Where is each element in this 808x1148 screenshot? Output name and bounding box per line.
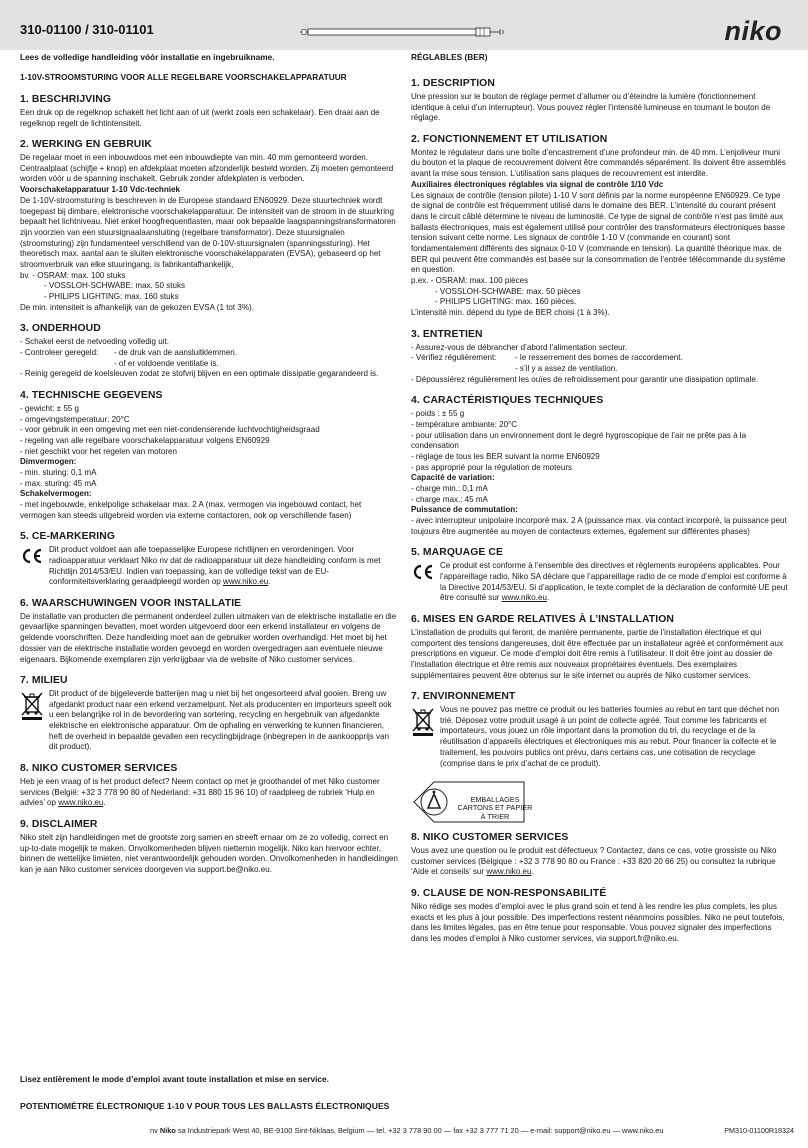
section-heading: 8. NIKO CUSTOMER SERVICES: [411, 832, 569, 844]
list-item: - of er voldoende ventilatie is.: [114, 358, 219, 368]
section-heading: 1. DESCRIPTION: [411, 78, 495, 90]
fr-section-2: [411, 133, 789, 319]
website-link[interactable]: www.niko.eu: [58, 798, 104, 808]
section-heading: 1. BESCHRIJVING: [20, 94, 111, 106]
list-item: - pour utilisation dans un environnement dont le degré hygroscopique de l’air ne prête pas à la condensation: [411, 430, 747, 451]
list-value: - de druk van de aansluitklemmen.: [114, 347, 238, 357]
section-text: L’installation de produits qui feront, de manière permanente, partie de l’installation électrique et qui comportent des tensions dangereuses, doit être effectuée par un installateur agréé et conformément aux prescriptions en vigueur. Ce mode d’emploi doit être remis à l’utilisateur. Il doit être joint au dossier de l’installation électrique et être remis aux nouveaux propriétaires éventuels. Des exemplaires supplémentaires peuvent être obtenus sur le site internet ou auprès de Niko customer services.: [411, 627, 784, 680]
fr-section-5: [411, 546, 789, 604]
nl-section-3: [20, 322, 398, 380]
dutch-column: [20, 52, 398, 885]
section-text: Dit product of de bijgeleverde batterijen mag u niet bij het ongesorteerd afval gooien. Breng uw afgedankt product naar een erkend verzamelpunt. Net als producenten en importeurs speelt ook u een belangrijke rol in de bevordering van sortering, recycling en hergebruik van afgedankte elektrische en elektronische apparatuur. Om de ophaling en verwerking te kunnen financieren, heft de overheid in bepaalde gevallen een recyclingbijdrage (inbegrepen in de aankoopprijs van dit product).: [49, 689, 392, 752]
website-link[interactable]: www.niko.eu: [501, 593, 547, 603]
list-item: - regeling van alle regelbare voorschakelapparatuur volgens EN60929: [20, 435, 270, 445]
section-text: Niko stelt zijn handleidingen met de grootste zorg samen en streeft ernaar om ze zo volledig, correct en up-to-date mogelijk te maken. Onvolkomenheden blijven niettemin mogelijk. Niko kan hiervoor echter, binnen de wettelijke limieten, niet verantwoordelijk gehouden worden. Onvolkomenheden in handleidingen kan je aan Niko customer services doorgeven via support.be@niko.eu.: [20, 832, 399, 874]
list-item: - met ingebouwde, enkelpolige schakelaar max. 2 A (max. vermogen via ingebouwd contact, het vermogen kan steeds uitgebreid worden via externe contactoren, ook op verschillende fasen): [20, 500, 362, 520]
list-item: - max. sturing: 45 mA: [20, 478, 97, 488]
fr-section-8: [411, 831, 789, 878]
list-item: - charge max.: 45 mA: [411, 494, 488, 504]
list-label: - Controleer geregeld:: [20, 347, 99, 357]
section-text: De regelaar moet in een inbouwdoos met een inbouwdiepte van min. 40 mm gemonteerd worden. Centraalplaat (schijfje + knop) en afdekplaat moeten afzonderlijk besteld worden. Zij moeten gemonteerd worden vóór u de spanning inschakelt. Gebruik zonder afdekplaten is verboden.: [20, 153, 394, 184]
list-item: p.ex. - OSRAM: max. 100 pièces: [411, 276, 529, 285]
section-heading: 2. WERKING EN GEBRUIK: [20, 139, 152, 151]
section-subheading: Schakelvermogen:: [20, 489, 92, 499]
section-text: Ce produit est conforme à l’ensemble des directives et règlements européens applicables. Pour l’appareillage radio, Niko SA déclare que l’appareillage radio de ce mode d’emploi est conforme à la Directive 2014/53/EU. Si d’application, le texte complet de la déclaration de conformité UE peut être consulté sur www.niko.eu.: [440, 561, 788, 603]
recycle-label-line: CARTONS ET PAPIER: [457, 803, 533, 813]
section-text: De 1-10V-stroomsturing is beschreven in de Europese standaard EN60929. Deze stuurtechniek wordt toegepast bij dimbare, elektronische voorschakelapparatuur. De intensiteit van de stroom in de stuurkring bepaalt het lichtniveau. Niet enkel hoogfrequentlasten, maar ook bepaalde laagspanningstransformatoren zijn voorzien van een stuursignaalaansluiting (regelbare transformator). Deze stuursignalen (stroomsturing) zijn fundamenteel verschillend van de 0-10V-stuursignalen (spanningssturing). Het theoretisch max. aantal aan te sluiten elektronische voorschakelapparaten (EVSA), gebaseerd op het stroomverbruik van elke stuuringang, is fabrikantafhankelijk,: [20, 195, 396, 269]
list-item: bv. - OSRAM: max. 100 stuks: [20, 270, 126, 280]
fr-intro: Lisez entièrement le mode d’emploi avant toute installation et mise en service.: [20, 1074, 329, 1084]
list-item: - s’il y a assez de ventilation.: [515, 363, 618, 373]
nl-section-9: [20, 818, 398, 876]
fr-title-continued: RÉGLABLES (BER): [411, 52, 488, 62]
list-item: - charge min.: 0,1 mA: [411, 483, 488, 493]
section-subheading: Puissance de commutation:: [411, 505, 518, 515]
fr-section-6: [411, 613, 789, 681]
section-text: Montez le régulateur dans une boîte d’encastrement d’une profondeur min. de 40 mm. L’enjoliveur muni du bouton et la plaque de recouvrement doivent être commandés séparément. Ils doivent être assemblés avant la mise sous tension. L’utilisation sans plaques de recouvrement est interdite.: [411, 147, 786, 179]
section-subheading: Voorschakelapparatuur 1-10 Vdc-techniek: [20, 185, 180, 195]
list-label: - Vérifiez régulièrement:: [411, 353, 497, 363]
nl-title: 1-10V-STROOMSTURING VOOR ALLE REGELBARE VOORSCHAKELAPPARATUUR: [20, 72, 347, 83]
list-item: - min. sturing: 0,1 mA: [20, 467, 97, 477]
list-item: - PHILIPS LIGHTING: max. 160 pièces.: [435, 297, 577, 307]
company-address: nv Niko sa Industriepark West 40, BE-9100 Sint-Niklaas, Belgium — tel. +32 3 778 90 00 — fax +32 3 777 71 20 — e-mail: support@niko.eu — www.niko.eu: [150, 1126, 664, 1135]
list-item: - niet geschikt voor het regelen van motoren: [20, 446, 178, 456]
list-item: - poids : ± 55 g: [411, 409, 465, 419]
website-link[interactable]: www.niko.eu: [223, 577, 269, 587]
section-heading: 7. MILIEU: [20, 675, 68, 687]
section-heading: 5. MARQUAGE CE: [411, 547, 504, 559]
header-bar: [0, 0, 808, 50]
list-item: - réglage de tous les BER suivant la norme EN60929: [411, 451, 600, 461]
section-heading: 6. MISES EN GARDE RELATIVES À L’INSTALLATION: [411, 613, 675, 625]
list-item: - voor gebruik in een omgeving met een niet-condenserende luchtvochtigheidsgraad: [20, 425, 320, 435]
nl-section-5: [20, 530, 398, 588]
list-item: - Dépoussiérez régulièrement les ouïes de refroidissement pour garantir une dissipation optimale.: [411, 374, 759, 384]
weee-bin-icon: [411, 707, 435, 737]
list-item: - VOSSLOH-SCHWABE: max. 50 pièces: [435, 286, 581, 296]
list-item: - PHILIPS LIGHTING: max. 160 stuks: [44, 292, 179, 302]
recycle-label: [450, 796, 540, 821]
recycle-label-line: À TRIER: [480, 811, 510, 821]
section-heading: 5. CE-MARKERING: [20, 531, 116, 543]
list-item: - gewicht: ± 55 g: [20, 403, 79, 413]
fluorescent-tube-icon: [300, 26, 515, 38]
nl-intro: Lees de volledige handleiding vóór installatie en ingebruikname.: [20, 52, 275, 62]
nl-section-1: [20, 93, 398, 129]
fr-title: POTENTIOMÈTRE ÉLECTRONIQUE 1-10 V POUR TOUS LES BALLASTS ÉLECTRONIQUES: [20, 1101, 390, 1111]
list-item: - pas approprié pour la régulation de moteurs: [411, 462, 573, 472]
ce-mark-icon: [20, 547, 44, 565]
section-heading: 9. DISCLAIMER: [20, 819, 98, 831]
fr-section-7: [411, 690, 789, 769]
section-heading: 3. ONDERHOUD: [20, 323, 101, 335]
product-code: 310-01100 / 310-01101: [20, 22, 154, 37]
fr-section-3: [411, 328, 789, 386]
section-text: L’intensité min. dépend du type de BER choisi (1 à 3%).: [411, 308, 610, 318]
nl-section-7: [20, 674, 398, 753]
list-item: - Assurez-vous de débrancher d’abord l’alimentation secteur.: [411, 342, 628, 352]
nl-section-6: [20, 597, 398, 665]
section-text: Een druk op de regelknop schakelt het licht aan of uit (werkt zoals een schakelaar). Een draai aan de regelknop regelt de lichtintensiteit.: [20, 107, 380, 128]
nl-section-8: [20, 762, 398, 809]
fr-section-9: [411, 887, 789, 945]
fr-section-4: [411, 394, 789, 537]
section-heading: 4. CARACTÉRISTIQUES TECHNIQUES: [411, 395, 604, 407]
section-heading: 6. WAARSCHUWINGEN VOOR INSTALLATIE: [20, 597, 242, 609]
section-subheading: Auxiliaires électroniques réglables via signal de contrôle 1/10 Vdc: [411, 179, 664, 189]
section-subheading: Capacité de variation:: [411, 473, 495, 483]
section-text: Niko rédige ses modes d’emploi avec le plus grand soin et tend à les rendre les plus complets, les plus exacts et les plus à jour possible. Des imperfections restent néanmoins possibles. Niko ne peut toutefois, dans les limites légales, pas en être tenue pour responsable. Vous pouvez signaler des imperfections dans les modes d’emploi à Niko customer services, via support.fr@niko.eu.: [411, 901, 785, 943]
section-text: Les signaux de contrôle (tension pilote) 1-10 V sont définis par la norme européenne EN60929. Ce type de signal de contrôle est fréquemment utilisé dans le domaine des BER. L’intensité du courant présent dans le circuit câblé détermine le niveau de luminosité. Ce type de signal de contrôle n’est pas limité aux ballasts électroniques, mais est également utilisé pour contrôler des transformateurs électroniques basse tension suivant cette norme. Les signaux de contrôle 1-10 V (commande en courant) sont fondamentalement différents des signaux 0-10 V (commande en tension). La quantité théorique max. de BER qui peuvent être commandés est basée sur la consommation de l’entrée télécommande du système en question.: [411, 190, 786, 275]
list-item: - omgevingstemperatuur: 20°C: [20, 414, 130, 424]
list-item: - Schakel eerst de netvoeding volledig uit.: [20, 337, 169, 347]
list-item: [20, 348, 398, 359]
section-heading: 9. CLAUSE DE NON-RESPONSABILITÉ: [411, 888, 607, 900]
niko-logo: niko: [724, 16, 782, 46]
section-text: De installatie van producten die permanent onderdeel zullen uitmaken van de elektrische installatie en die gevaarlijke spanningen bevatten, moet worden uitgevoerd door een erkend installateur en volgens de geldende voorschriften. Deze handleiding moet aan de gebruiker worden overhandigd. Het moet bij het dossier van de elektrische installatie worden gevoegd en worden overgedragen aan eventuele nieuwe eigenaars. Bijkomende exemplaren zijn verkrijgbaar via de website of Niko customer services.: [20, 611, 397, 664]
nl-section-4: [20, 389, 398, 521]
list-item: - Reinig geregeld de koelsleuven zodat ze stofvrij blijven en een optimale dissipatie gegarandeerd is.: [20, 369, 379, 379]
list-item: - avec interrupteur unipolaire incorporé max. 2 A (puissance max. via contact incorporé, la puissance peut toujours être augmentée au moyen de contacteurs externes, également sur différentes phases): [411, 516, 787, 536]
document-reference: PM310-01100R18324: [724, 1126, 794, 1135]
section-text: Une pression sur le bouton de réglage permet d’allumer ou d’éteindre la lumière (fonctionnement identique à celui d’un interrupteur). Vous pouvez régler l’intensité lumineuse en tournant le bouton de réglage.: [411, 91, 771, 123]
section-heading: 8. NIKO CUSTOMER SERVICES: [20, 763, 178, 775]
section-text: Vous ne pouvez pas mettre ce produit ou les batteries fournies au rebut en tant que déchet non trié. Déposez votre produit usagé à un point de collecte agréé. Tout comme les fabricants et importateurs, vous jouez un rôle important dans la promotion du tri, du recyclage et de la réutilisation d’appareils électriques et électroniques mis au rebut. Pour financer la collecte et le traitement, les pouvoirs publics ont prévu, dans certains cas, une cotisation de recyclage (comprise dans le prix d’achat de ce produit).: [440, 705, 780, 768]
fr-section-1: [411, 77, 789, 124]
section-heading: 7. ENVIRONNEMENT: [411, 691, 516, 703]
list-item: [411, 353, 789, 364]
section-text: Heb je een vraag of is het product defect? Neem contact op met je groothandel of met Niko customer services (België: +32 3 778 90 80 of Nederland: +31 880 15 96 10) of raadpleeg de rubriek ‘Hulp en advies’ op www.niko.eu.: [20, 777, 380, 808]
section-text: Dit product voldoet aan alle toepasselijke Europese richtlijnen en verordeningen. Voor radioapparatuur verklaart Niko nv dat de radioapparatuur uit deze handleiding conform is met Richtlijn 2014/53/EU. Indien van toepassing, kan de volledige tekst van de EU-conformiteitsverklaring geraadpleegd worden op www.niko.eu.: [49, 545, 381, 587]
section-text: Vous avez une question ou le produit est défectueux ? Contactez, dans ce cas, votre grossiste ou Niko customer services (Belgique : +32 3 778 90 80 ou France : +33 820 20 66 25) ou consultez la rubrique ‘Aide et conseils’ sur www.niko.eu.: [411, 846, 777, 877]
section-heading: 3. ENTRETIEN: [411, 328, 483, 340]
list-value: - le resserrement des bornes de raccordement.: [515, 353, 683, 363]
nl-section-2: [20, 138, 398, 313]
recycle-label-line: EMBALLAGES: [470, 795, 520, 804]
list-item: - température ambiante: 20°C: [411, 419, 518, 429]
website-link[interactable]: www.niko.eu: [486, 867, 532, 877]
weee-bin-icon: [20, 691, 44, 721]
ce-mark-icon: [411, 563, 435, 581]
section-text: De min. intensiteit is afhankelijk van de gekozen EVSA (1 tot 3%).: [20, 302, 254, 312]
section-heading: 2. FONCTIONNEMENT ET UTILISATION: [411, 133, 608, 145]
section-subheading: Dimvermogen:: [20, 457, 77, 467]
section-heading: 4. TECHNISCHE GEGEVENS: [20, 389, 163, 401]
list-item: - VOSSLOH-SCHWABE: max. 50 stuks: [44, 281, 186, 291]
